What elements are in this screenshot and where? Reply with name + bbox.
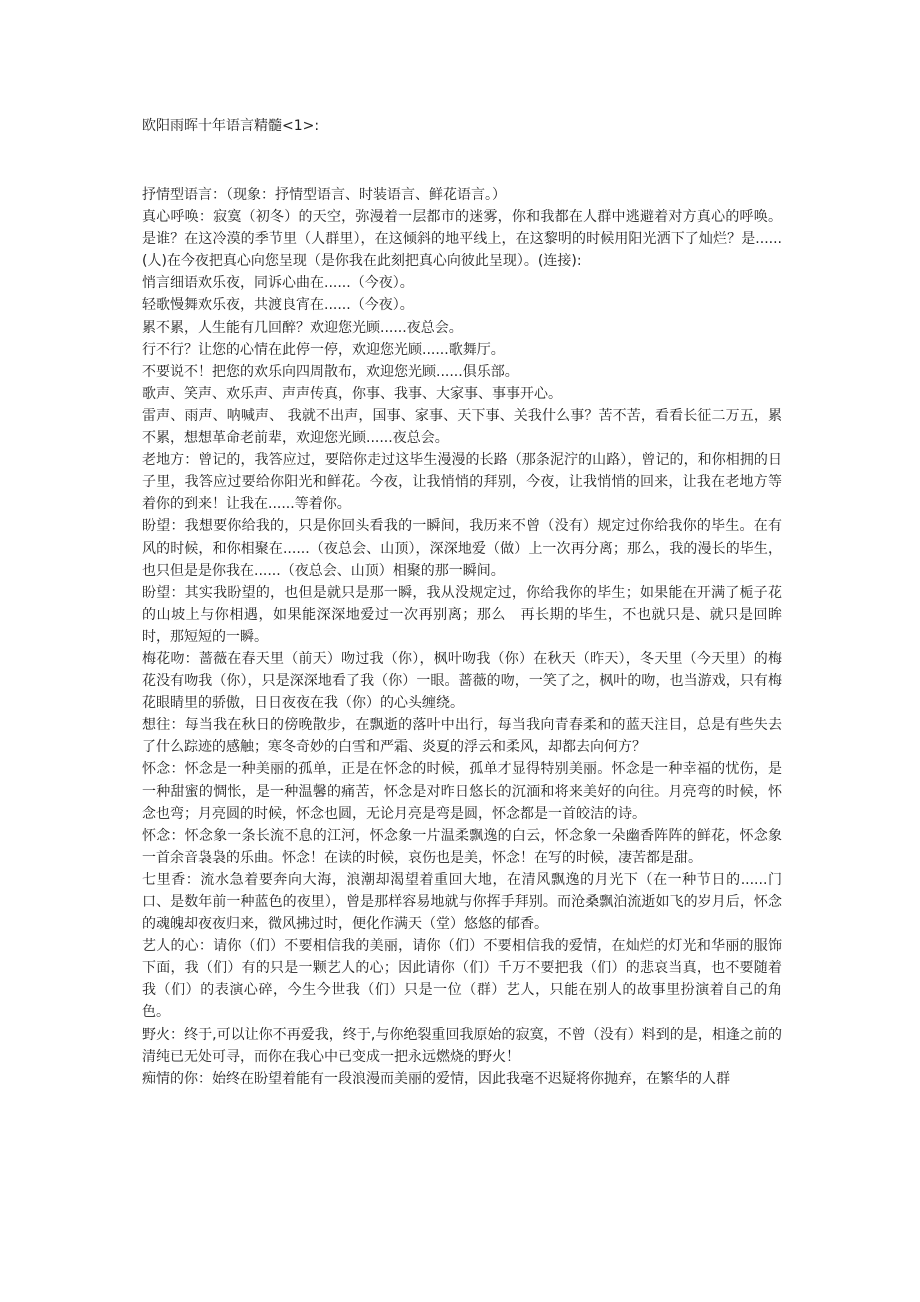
paragraph-intro: 抒情型语言：（现象：抒情型语言、时装语言、鲜花语言。）	[142, 187, 506, 203]
paragraph-line: 歌声、笑声、欢乐声、声声传真，你事、我事、大家事、事事开心。	[142, 385, 562, 402]
paragraph-line: 行不行？让您的心情在此停一停，欢迎您光顾......歌舞厅。	[142, 341, 505, 358]
paragraph-line: 悄言细语欢乐夜，同诉心曲在......（今夜）。	[142, 275, 414, 292]
paragraph-zhenxin-huhuan: 真心呼唤：寂寞（初冬）的天空，弥漫着一层都市的迷雾，你和我都在人群中逃避着对方真心的呼唤。是谁？在这冷漠的季节里（人群里），在这倾斜的地平线上，在这黎明的时候用阳光洒下了灿烂？是......(人)在今夜把真心向您呈现（是你我在此刻把真心向彼此呈现）。(连接):	[142, 209, 782, 270]
paragraph-huainian-2: 怀念：怀念象一条长流不息的江河，怀念象一片温柔飘逸的白云，怀念象一朵幽香阵阵的鲜花，怀念象一首余音袅袅的乐曲。怀念！在读的时候，哀伤也是美，怀念！在写的时候，凄苦都是甜。	[142, 827, 782, 866]
paragraph-yehuo: 野火：终于,可以让你不再爱我，终于,与你绝裂重回我原始的寂寞，不曾（没有）料到的是，相逢之前的清纯已无处可寻，而你在我心中已变成一把永远燃烧的野火！	[142, 1026, 782, 1065]
paragraph-qilixiang: 七里香：流水急着要奔向大海，浪潮却渴望着重回大地，在清风飘逸的月光下（在一种节日的......门口、是数年前一种蓝色的夜里），曾是那样容易地就与你挥手拜别。而沧桑飘泊流逝如飞的岁月后，怀念的魂魄却夜夜归来，微风拂过时，便化作满天（堂）悠悠的郁香。	[142, 871, 782, 933]
paragraph-line: 累不累，人生能有几回醉？欢迎您光顾......夜总会。	[142, 319, 463, 336]
paragraph-line: 雷声、雨声、呐喊声、 我就不出声，国事、家事、天下事、关我什么事？苦不苦，看看长征二万五，累不累，想想革命老前辈，欢迎您光顾......夜总会。	[142, 407, 782, 447]
paragraph-line: 轻歌慢舞欢乐夜，共渡良宵在......（今夜）。	[142, 297, 414, 314]
paragraph-yiren-de-xin: 艺人的心：请你（们）不要相信我的美丽，请你（们）不要相信我的爱情，在灿烂的灯光和华丽的服饰下面，我（们）有的只是一颗艺人的心；因此请你（们）千万不要把我（们）的悲哀当真，也不要随着我（们）的表演心碎，今生今世我（们）只是一位（群）艺人，只能在别人的故事里扮演着自己的角色。	[142, 938, 782, 1021]
document-title: 欧阳雨晖十年语言精髓<1>:	[142, 118, 320, 134]
paragraph-lao-difang: 老地方：曾记的，我答应过，要陪你走过这毕生漫漫的长路（那条泥泞的山路），曾记的，和你相拥的日子里，我答应过要给你阳光和鲜花。今夜，让我悄悄的拜别，今夜，让我悄悄的回来，让我在老地方等着你的到来！让我在......等着你。	[142, 452, 782, 513]
paragraph-chiqing-de-ni: 痴情的你：始终在盼望着能有一段浪漫而美丽的爱情，因此我毫不迟疑将你抛弃，在繁华的人群	[142, 1070, 730, 1087]
paragraph-meihua-wen: 梅花吻：蔷薇在春天里（前天）吻过我（你），枫叶吻我（你）在秋天（昨天），冬天里（今天里）的梅花没有吻我（你），只是深深地看了我（你）一眼。蔷薇的吻，一笑了之，枫叶的吻，也当游戏，只有梅花眼睛里的骄傲，日日夜夜在我（你）的心头缠绕。	[142, 650, 782, 712]
paragraph-xiangwang: 想往：每当我在秋日的傍晚散步，在飘逝的落叶中出行，每当我向青春柔和的蓝天注目，总是有些失去了什么踪迹的感触；寒冬奇妙的白雪和严霜、炎夏的浮云和柔风，却都去向何方？	[142, 717, 782, 756]
paragraph-panwang-2: 盼望：其实我盼望的，也但是就只是那一瞬，我从没规定过，你给我你的毕生；如果能在开满了栀子花的山坡上与你相遇，如果能深深地爱过一次再别离；那么 再长期的毕生，不也就只是、就只是回眸时，那短短的一瞬。	[142, 584, 782, 645]
paragraph-huainian-1: 怀念：怀念是一种美丽的孤单，正是在怀念的时候，孤单才显得特别美丽。怀念是一种幸福的忧伤，是一种甜蜜的惆怅，是一种温馨的痛苦，怀念是对昨日悠长的沉湎和将来美好的向往。月亮弯的时候，怀念也弯；月亮圆的时候，怀念也圆，无论月亮是弯是圆，怀念都是一首皎洁的诗。	[142, 761, 782, 822]
paragraph-panwang-1: 盼望：我想要你给我的，只是你回头看我的一瞬间，我历来不曾（没有）规定过你给我你的毕生。在有风的时候，和你相聚在......（夜总会、山顶），深深地爱（做）上一次再分离；那么，我的漫长的毕生，也只但是是你我在......（夜总会、山顶）相聚的那一瞬间。	[142, 518, 782, 579]
paragraph-line: 不要说不！把您的欢乐向四周散布，欢迎您光顾......俱乐部。	[142, 363, 519, 380]
document-body	[142, 184, 782, 1090]
